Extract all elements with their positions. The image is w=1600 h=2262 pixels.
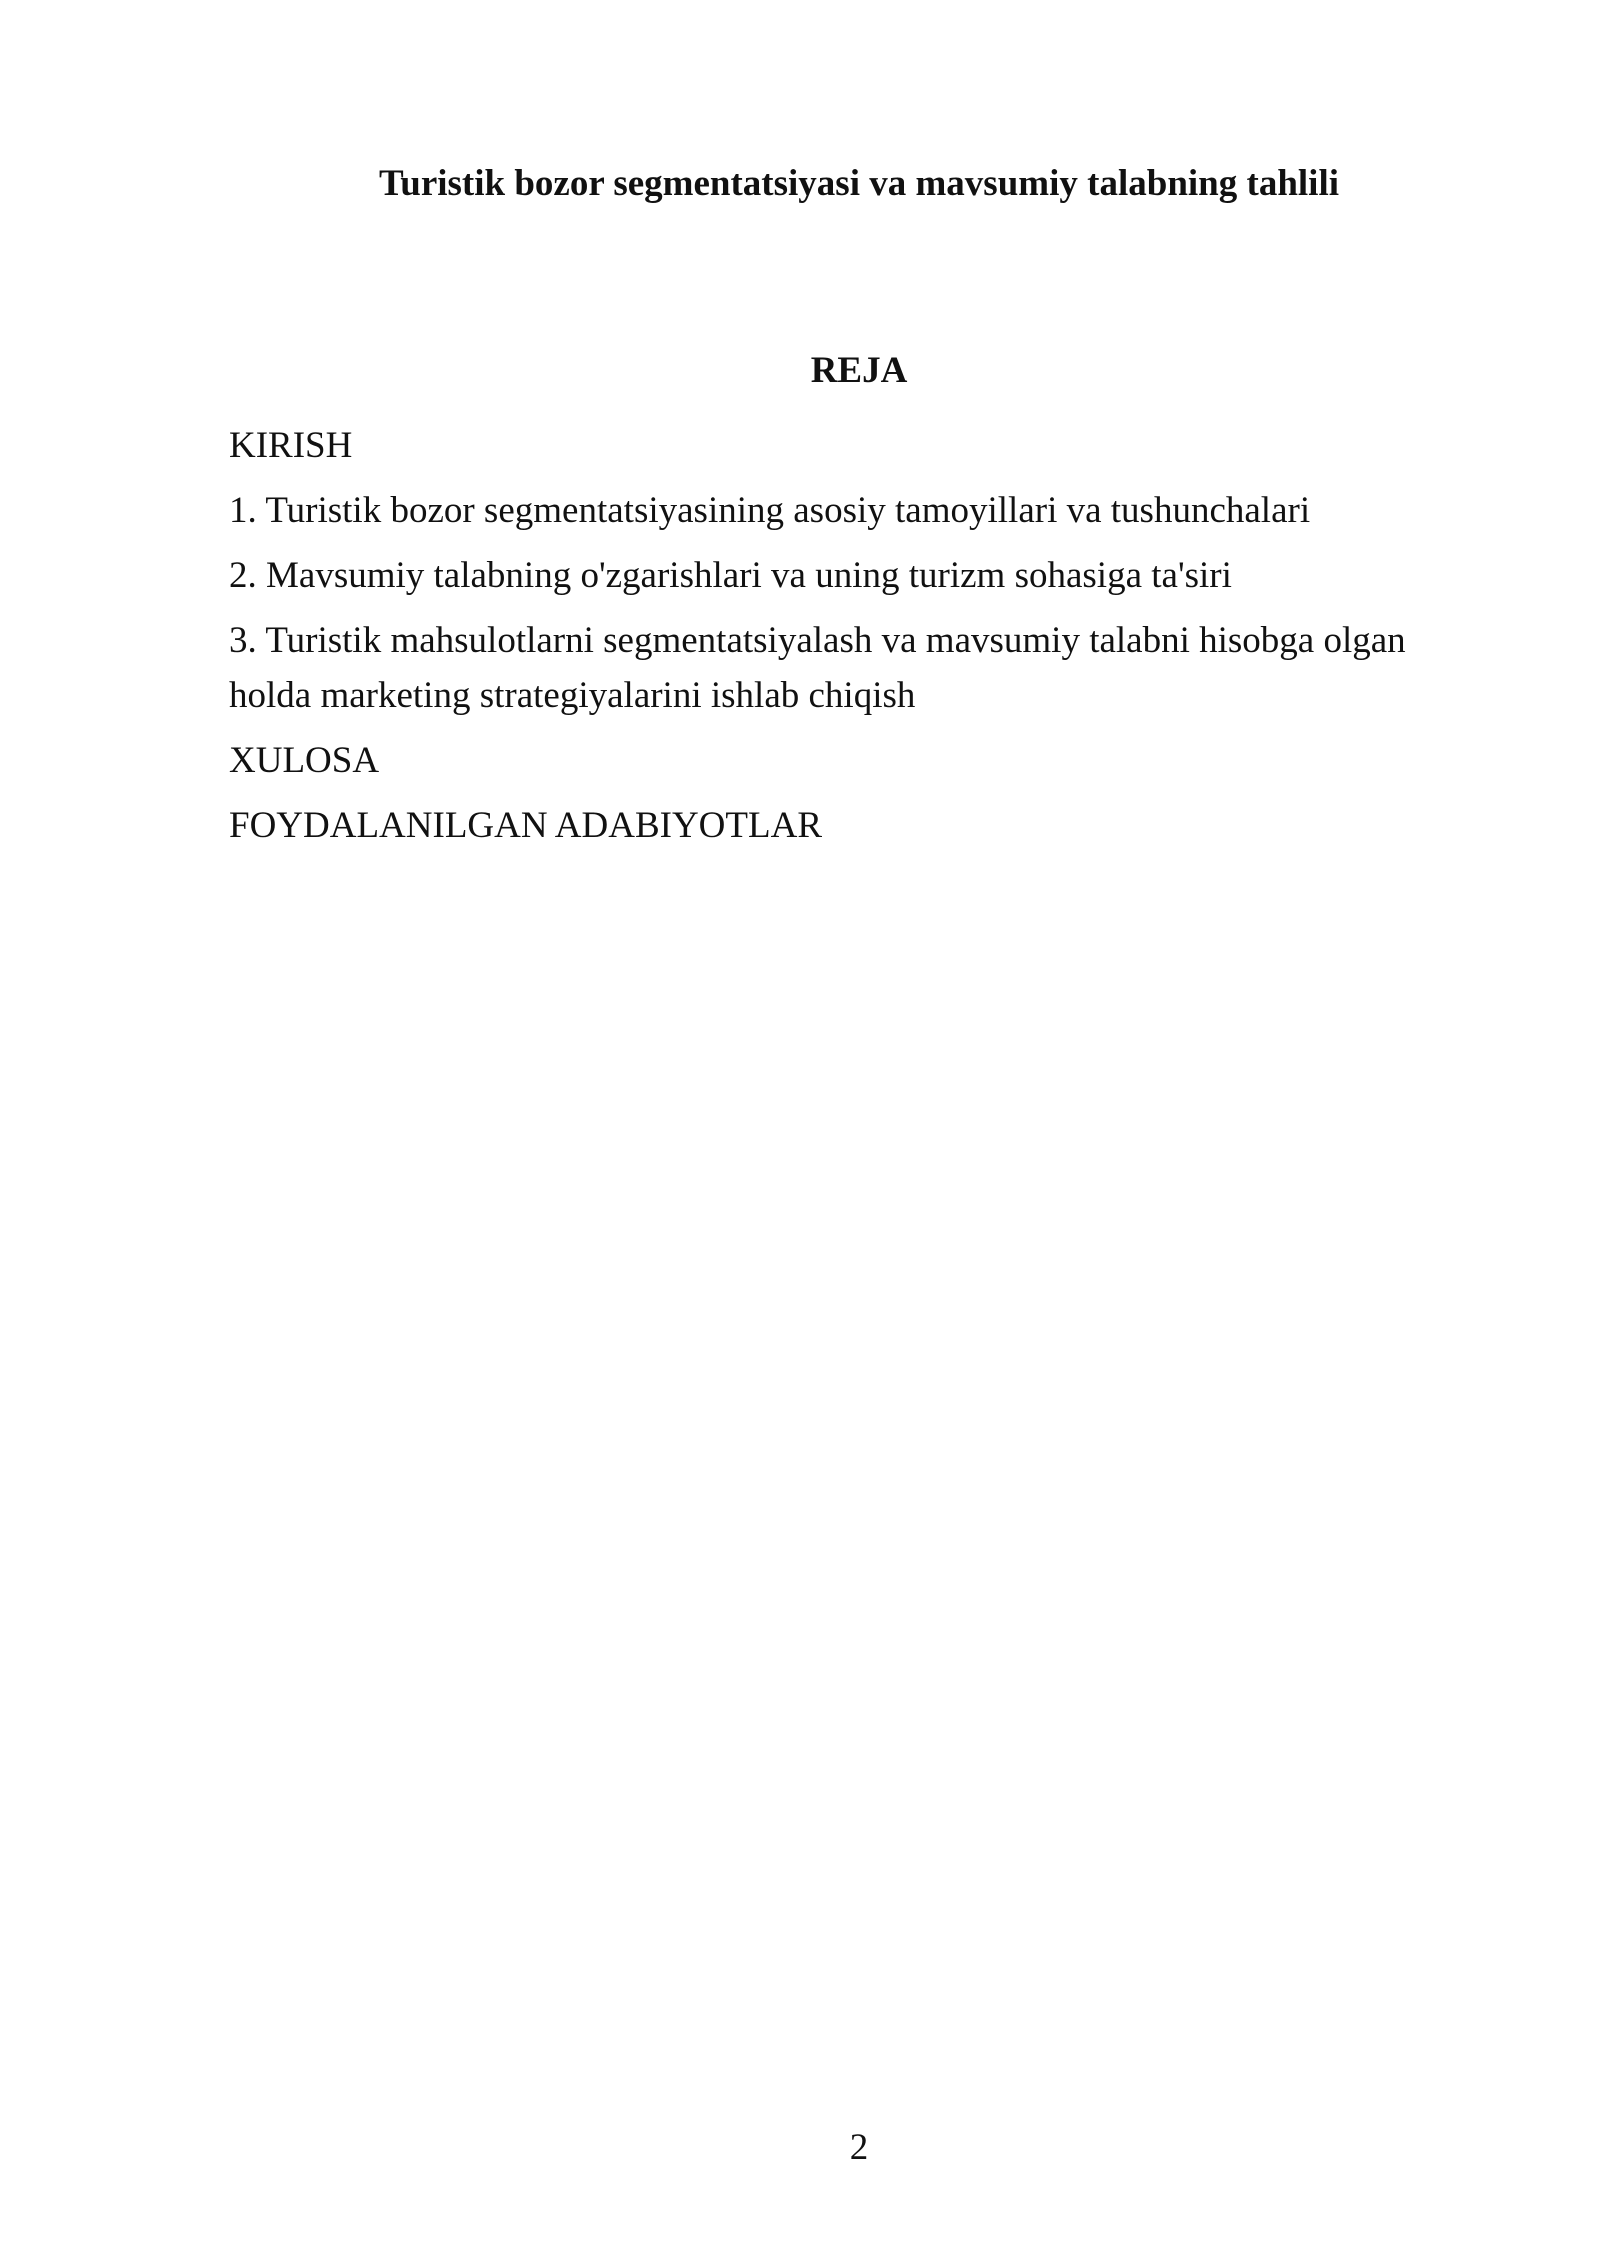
plan-item-1: 1. Turistik bozor segmentatsiyasining asosiy tamoyillari va tushunchalari bbox=[229, 490, 1311, 531]
plan-item-references: FOYDALANILGAN ADABIYOTLAR bbox=[229, 805, 822, 846]
plan-item-introduction: KIRISH bbox=[229, 425, 353, 466]
plan-item-3: 3. Turistik mahsulotlarni segmentatsiyalash va mavsumiy talabni hisobga olgan holda marketing strategiyalarini ishlab chiqish bbox=[229, 620, 1406, 716]
plan-list bbox=[229, 418, 1449, 863]
plan-item-2: 2. Mavsumiy talabning o'zgarishlari va uning turizm sohasiga ta'siri bbox=[229, 555, 1232, 596]
plan-heading: REJA bbox=[810, 350, 908, 391]
document-title: Turistik bozor segmentatsiyasi va mavsumiy talabning tahlili bbox=[378, 163, 1340, 204]
plan-item-conclusion: XULOSA bbox=[229, 740, 380, 781]
page-number: 2 bbox=[849, 2127, 869, 2168]
